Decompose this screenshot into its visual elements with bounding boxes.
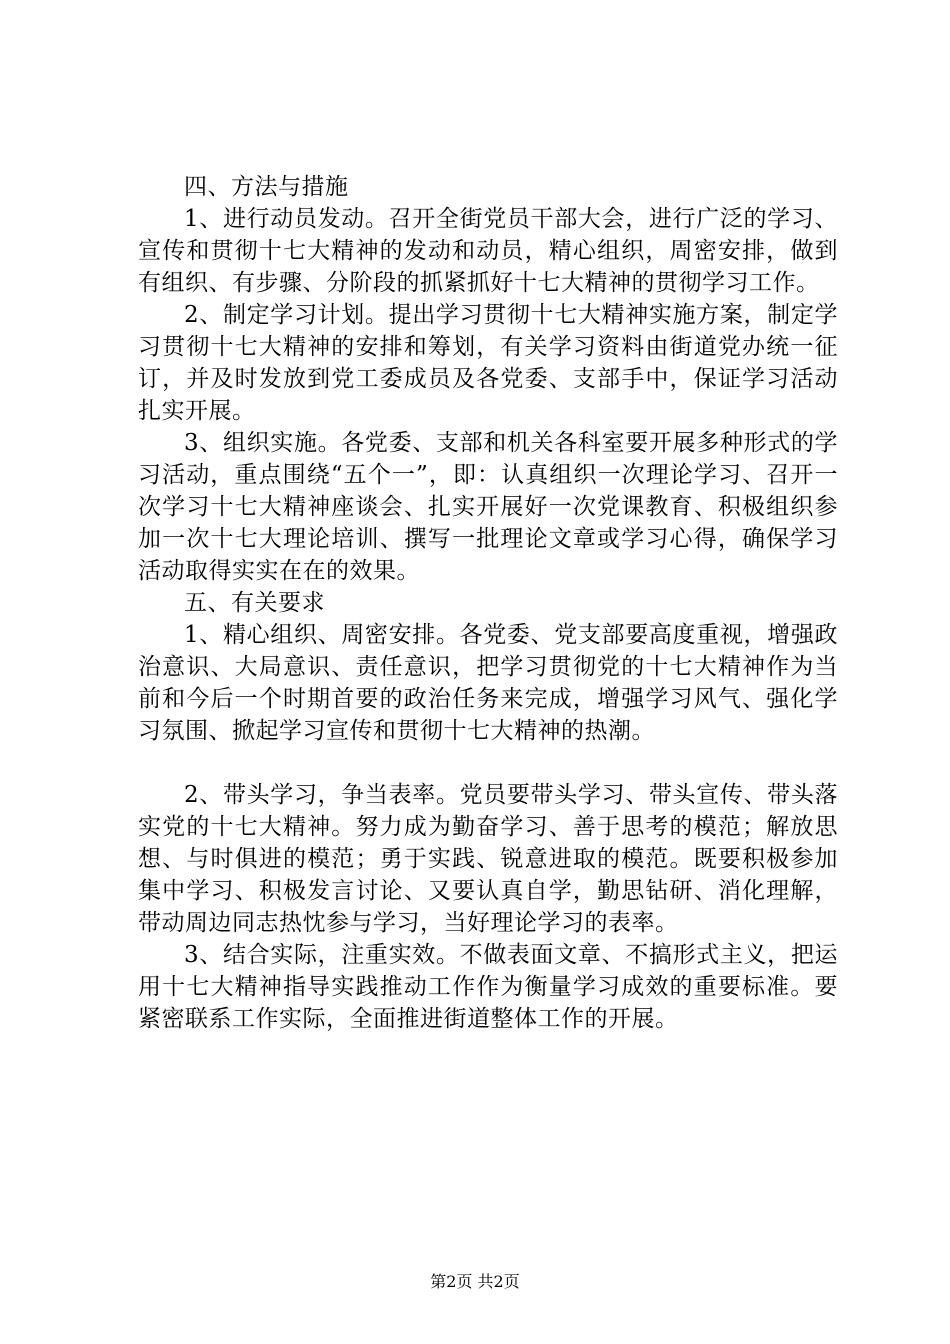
paragraph-practical-results: 3、结合实际，注重实效。不做表面文章、不搞形式主义，把运用十七大精神指导实践推动工作作为衡量学习成效的重要标准。要紧密联系工作实际，全面推进街道整体工作的开展。 <box>138 942 838 1032</box>
paragraph-gap <box>138 747 838 779</box>
paragraph-implementation: 3、组织实施。各党委、支部和机关各科室要开展多种形式的学习活动，重点围绕“五个一”，即：认真组织一次理论学习、召开一次学习十七大精神座谈会、扎实开展好一次党课教育、积极组织参加一次十七大理论培训、撰写一批理论文章或学习心得，确保学习活动取得实实在在的效果。 <box>138 430 838 584</box>
paragraph-study-plan: 2、制定学习计划。提出学习贯彻十七大精神实施方案，制定学习贯彻十七大精神的安排和筹划，有关学习资料由街道党办统一征订，并及时发放到党工委成员及各党委、支部手中，保证学习活动扎实开展。 <box>138 302 838 424</box>
paragraph-organization: 1、精心组织、周密安排。各党委、党支部要高度重视，增强政治意识、大局意识、责任意识，把学习贯彻党的十七大精神作为当前和今后一个时期首要的政治任务来完成，增强学习风气、强化学习氛围、掀起学习宣传和贯彻十七大精神的热潮。 <box>138 622 838 744</box>
section-heading-methods: 四、方法与措施 <box>184 174 349 200</box>
paragraph-lead-by-example: 2、带头学习，争当表率。党员要带头学习、带头宣传、带头落实党的十七大精神。努力成为勤奋学习、善于思考的模范；解放思想、与时俱进的模范；勇于实践、锐意进取的模范。既要积极参加集中学习、积极发言讨论、又要认真自学，勤思钻研、消化理解，带动周边同志热忱参与学习，当好理论学习的表率。 <box>138 782 838 936</box>
page-footer: 第2页 共2页 <box>430 1272 520 1291</box>
section-heading-requirements: 五、有关要求 <box>184 590 325 616</box>
document-body <box>138 171 838 1035</box>
paragraph-mobilization: 1、进行动员发动。召开全街党员干部大会，进行广泛的学习、宣传和贯彻十七大精神的发动和动员，精心组织，周密安排，做到有组织、有步骤、分阶段的抓紧抓好十七大精神的贯彻学习工作。 <box>138 206 838 296</box>
